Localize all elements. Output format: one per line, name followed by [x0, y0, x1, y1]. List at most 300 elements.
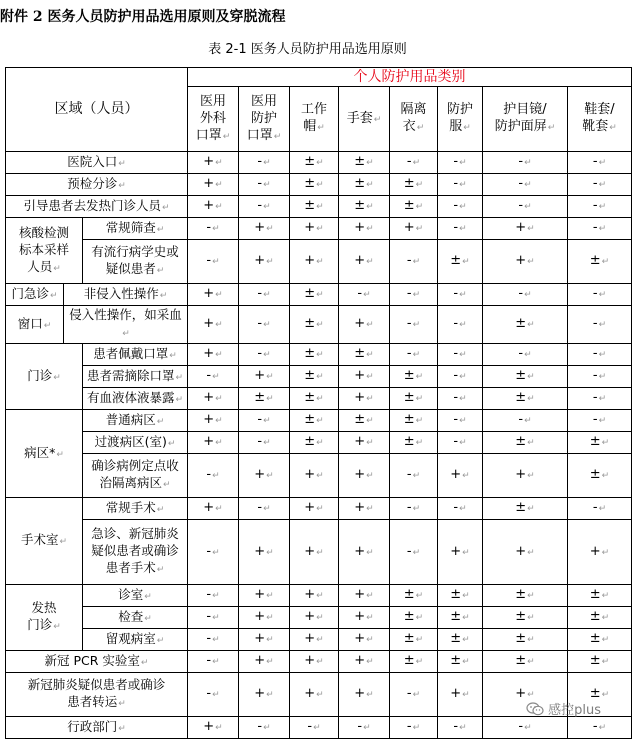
paragraph-mark-icon: ↵ [601, 471, 610, 481]
paragraph-mark-icon: ↵ [156, 635, 165, 646]
paragraph-mark-icon: ↵ [412, 290, 421, 300]
group-label: 发热 门诊↵ [6, 585, 83, 651]
ppe-value-cell: ±↵ [483, 585, 568, 607]
paragraph-mark-icon: ↵ [316, 690, 324, 700]
ppe-value-cell: -↵ [390, 717, 438, 739]
ppe-value-cell: ±↵ [339, 344, 390, 366]
paragraph-mark-icon: ↵ [527, 257, 535, 267]
ppe-value-cell: -↵ [438, 306, 483, 344]
ppe-value-cell: ±↵ [483, 607, 568, 629]
ppe-value-cell: ±↵ [339, 196, 390, 218]
paragraph-mark-icon: ↵ [53, 622, 61, 632]
paragraph-mark-icon: ↵ [316, 394, 324, 404]
paragraph-mark-icon: ↵ [415, 202, 424, 212]
ppe-value-cell: -↵ [483, 196, 568, 218]
ppe-value-cell: -↵ [188, 629, 239, 651]
ppe-value-cell: +↵ [188, 152, 239, 174]
table-row [6, 717, 632, 739]
paragraph-mark-icon: ↵ [412, 320, 421, 330]
paragraph-mark-icon: ↵ [156, 266, 165, 276]
paragraph-mark-icon: ↵ [215, 438, 223, 448]
ppe-value-cell: +↵ [290, 218, 339, 240]
ppe-value-cell: +↵ [339, 607, 390, 629]
paragraph-mark-icon: ↵ [263, 320, 271, 330]
paragraph-mark-icon: ↵ [212, 657, 220, 667]
ppe-value-cell: -↵ [483, 152, 568, 174]
ppe-value-cell: ±↵ [483, 306, 568, 344]
table-row [6, 174, 632, 196]
ppe-value-cell: ±↵ [290, 410, 339, 432]
paragraph-mark-icon: ↵ [366, 372, 374, 382]
ppe-value-cell: -↵ [239, 432, 290, 454]
paragraph-mark-icon: ↵ [412, 690, 421, 700]
paragraph-mark-icon: ↵ [462, 613, 470, 623]
table-row [6, 366, 632, 388]
paragraph-mark-icon: ↵ [215, 290, 223, 300]
paragraph-mark-icon: ↵ [527, 547, 535, 558]
row-label: 侵入性操作，如采血↵ [64, 306, 188, 344]
table-row [6, 432, 632, 454]
ppe-value-cell: ±↵ [483, 651, 568, 673]
paragraph-mark-icon: ↵ [118, 723, 126, 734]
paragraph-mark-icon: ↵ [317, 123, 325, 133]
row-label: 新冠肺炎疑似患者或确诊 患者转运↵ [6, 673, 188, 717]
paragraph-mark-icon: ↵ [366, 471, 374, 481]
ppe-value-cell: +↵ [339, 366, 390, 388]
ppe-value-cell: +↵ [239, 454, 290, 498]
ppe-value-cell: -↵ [239, 410, 290, 432]
row-label: 确诊病例定点收 治隔离病区↵ [83, 454, 188, 498]
ppe-value-cell: -↵ [188, 651, 239, 673]
paragraph-mark-icon: ↵ [215, 504, 223, 514]
table-row [6, 410, 632, 432]
paragraph-mark-icon: ↵ [527, 394, 535, 404]
ppe-value-cell: ±↵ [568, 673, 632, 717]
ppe-value-cell: +↵ [188, 388, 239, 410]
paragraph-mark-icon: ↵ [366, 416, 374, 426]
ppe-value-cell: +↵ [483, 454, 568, 498]
paragraph-mark-icon: ↵ [266, 591, 274, 601]
ppe-value-cell: -↵ [568, 366, 632, 388]
group-label: 病区*↵ [6, 410, 83, 498]
ppe-value-cell: ±↵ [568, 651, 632, 673]
paragraph-mark-icon: ↵ [316, 504, 324, 514]
group-label: 核酸检测 标本采样 人员↵ [6, 218, 83, 284]
ppe-value-cell: -↵ [438, 717, 483, 739]
paragraph-mark-icon: ↵ [366, 394, 374, 404]
paragraph-mark-icon: ↵ [527, 591, 535, 601]
ppe-value-cell: +↵ [290, 651, 339, 673]
row-label: 新冠 PCR 实验室↵ [6, 651, 188, 673]
ppe-value-cell: ±↵ [290, 366, 339, 388]
paragraph-mark-icon: ↵ [601, 547, 610, 558]
ppe-value-cell: ±↵ [290, 388, 339, 410]
paragraph-mark-icon: ↵ [366, 224, 374, 234]
paragraph-mark-icon: ↵ [459, 372, 467, 382]
paragraph-mark-icon: ↵ [215, 320, 223, 330]
paragraph-mark-icon: ↵ [215, 350, 223, 360]
ppe-value-cell: -↵ [390, 284, 438, 306]
ppe-value-cell: -↵ [438, 152, 483, 174]
paragraph-mark-icon: ↵ [167, 438, 176, 449]
ppe-value-cell: -↵ [568, 344, 632, 366]
paragraph-mark-icon: ↵ [412, 504, 421, 514]
row-label: 非侵入性操作↵ [64, 284, 188, 306]
paragraph-mark-icon: ↵ [156, 504, 165, 515]
column-header: 防护 服↵ [438, 87, 483, 152]
ppe-value-cell: -↵ [390, 306, 438, 344]
row-label: 患者佩戴口罩↵ [83, 344, 188, 366]
ppe-value-cell: ±↵ [438, 585, 483, 607]
paragraph-mark-icon: ↵ [462, 635, 470, 645]
paragraph-mark-icon: ↵ [415, 224, 424, 234]
group-label: 门诊↵ [6, 344, 83, 410]
wechat-icon [526, 702, 544, 716]
paragraph-mark-icon: ↵ [598, 320, 607, 330]
paragraph-mark-icon: ↵ [263, 416, 271, 426]
paragraph-mark-icon: ↵ [462, 657, 470, 667]
ppe-value-cell: +↵ [290, 240, 339, 284]
paragraph-mark-icon: ↵ [363, 723, 371, 733]
ppe-value-cell: +↵ [188, 196, 239, 218]
paragraph-mark-icon: ↵ [412, 547, 421, 558]
paragraph-mark-icon: ↵ [598, 394, 607, 404]
paragraph-mark-icon: ↵ [527, 224, 535, 234]
category-header: 个人防护用品类别 [188, 68, 632, 87]
paragraph-mark-icon: ↵ [366, 158, 374, 168]
ppe-value-cell: -↵ [568, 196, 632, 218]
ppe-value-cell: -↵ [483, 717, 568, 739]
paragraph-mark-icon: ↵ [169, 350, 177, 361]
ppe-value-cell: -↵ [188, 366, 239, 388]
ppe-value-cell: ±↵ [390, 196, 438, 218]
ppe-value-cell: -↵ [568, 388, 632, 410]
ppe-value-cell: +↵ [438, 673, 483, 717]
paragraph-mark-icon: ↵ [316, 613, 324, 623]
ppe-value-cell: +↵ [339, 629, 390, 651]
paragraph-mark-icon: ↵ [527, 438, 535, 448]
column-header: 手套↵ [339, 87, 390, 152]
ppe-value-cell: ±↵ [339, 410, 390, 432]
row-label: 常规手术↵ [83, 498, 188, 520]
paragraph-mark-icon: ↵ [215, 394, 223, 404]
paragraph-mark-icon: ↵ [263, 290, 271, 300]
paragraph-mark-icon: ↵ [316, 635, 324, 645]
paragraph-mark-icon: ↵ [412, 723, 421, 733]
ppe-value-cell: +↵ [390, 218, 438, 240]
paragraph-mark-icon: ↵ [601, 635, 610, 645]
paragraph-mark-icon: ↵ [266, 394, 274, 404]
paragraph-mark-icon: ↵ [162, 480, 171, 490]
row-label: 有流行病学史或 疑似患者↵ [83, 240, 188, 284]
paragraph-mark-icon: ↵ [263, 723, 271, 733]
paragraph-mark-icon: ↵ [601, 657, 610, 667]
paragraph-mark-icon: ↵ [212, 471, 220, 481]
ppe-value-cell: ±↵ [390, 432, 438, 454]
paragraph-mark-icon: ↵ [373, 114, 382, 125]
ppe-value-cell: -↵ [390, 454, 438, 498]
ppe-value-cell: -↵ [239, 306, 290, 344]
paragraph-mark-icon: ↵ [175, 394, 184, 405]
paragraph-mark-icon: ↵ [156, 565, 165, 575]
column-header: 医用 外科 口罩↵ [188, 87, 239, 152]
ppe-value-cell: ±↵ [339, 152, 390, 174]
paragraph-mark-icon: ↵ [263, 158, 271, 168]
paragraph-mark-icon: ↵ [524, 290, 532, 300]
paragraph-mark-icon: ↵ [316, 438, 324, 448]
paragraph-mark-icon: ↵ [463, 123, 471, 133]
paragraph-mark-icon: ↵ [363, 290, 371, 300]
ppe-value-cell: -↵ [568, 218, 632, 240]
ppe-value-cell: +↵ [239, 240, 290, 284]
ppe-value-cell: -↵ [339, 717, 390, 739]
paragraph-mark-icon: ↵ [212, 224, 220, 234]
ppe-value-cell: ±↵ [390, 585, 438, 607]
ppe-value-cell: +↵ [188, 344, 239, 366]
ppe-value-cell: +↵ [188, 174, 239, 196]
group-label-part: 窗口↵ [6, 306, 64, 344]
paragraph-mark-icon: ↵ [144, 591, 152, 602]
row-label: 普通病区↵ [83, 410, 188, 432]
table-row [6, 284, 632, 306]
paragraph-mark-icon: ↵ [459, 504, 467, 514]
paragraph-mark-icon: ↵ [462, 547, 470, 558]
row-label: 过渡病区(室)↵ [83, 432, 188, 454]
ppe-value-cell: ±↵ [290, 284, 339, 306]
ppe-value-cell: -↵ [239, 152, 290, 174]
paragraph-mark-icon: ↵ [598, 416, 607, 426]
paragraph-mark-icon: ↵ [415, 613, 424, 623]
paragraph-mark-icon: ↵ [263, 180, 271, 190]
paragraph-mark-icon: ↵ [601, 690, 610, 700]
ppe-value-cell: +↵ [339, 651, 390, 673]
paragraph-mark-icon: ↵ [598, 158, 607, 168]
paragraph-mark-icon: ↵ [459, 224, 467, 234]
paragraph-mark-icon: ↵ [175, 372, 184, 383]
ppe-value-cell: +↵ [483, 240, 568, 284]
paragraph-mark-icon: ↵ [159, 290, 168, 301]
ppe-value-cell: -↵ [188, 607, 239, 629]
ppe-value-cell: -↵ [568, 306, 632, 344]
paragraph-mark-icon: ↵ [547, 123, 556, 133]
ppe-value-cell: -↵ [188, 520, 239, 585]
paragraph-mark-icon: ↵ [122, 329, 130, 339]
paragraph-mark-icon: ↵ [212, 635, 220, 645]
ppe-value-cell: ±↵ [483, 366, 568, 388]
ppe-value-cell: ±↵ [438, 651, 483, 673]
ppe-value-cell: +↵ [290, 585, 339, 607]
watermark [526, 699, 601, 718]
row-label: 急诊、新冠肺炎 疑似患者或确诊 患者手术↵ [83, 520, 188, 585]
column-header: 鞋套/ 靴套↵ [568, 87, 632, 152]
paragraph-mark-icon: ↵ [412, 257, 421, 267]
paragraph-mark-icon: ↵ [598, 224, 607, 234]
row-label: 引导患者去发热门诊人员↵ [6, 196, 188, 218]
ppe-value-cell: -↵ [188, 585, 239, 607]
ppe-value-cell: -↵ [438, 196, 483, 218]
ppe-value-cell: +↵ [290, 673, 339, 717]
paragraph-mark-icon: ↵ [53, 263, 61, 274]
table-row [6, 218, 632, 240]
region-header: 区域（人员） [6, 68, 188, 152]
paragraph-mark-icon: ↵ [366, 257, 374, 267]
ppe-value-cell: -↵ [568, 498, 632, 520]
ppe-value-cell: -↵ [188, 454, 239, 498]
paragraph-mark-icon: ↵ [527, 504, 535, 514]
paragraph-mark-icon: ↵ [459, 202, 467, 212]
table-row [6, 454, 632, 498]
row-label: 预检分诊↵ [6, 174, 188, 196]
paragraph-mark-icon: ↵ [212, 613, 220, 623]
ppe-value-cell: -↵ [188, 673, 239, 717]
paragraph-mark-icon: ↵ [459, 394, 467, 404]
ppe-value-cell: -↵ [390, 240, 438, 284]
paragraph-mark-icon: ↵ [212, 372, 220, 382]
ppe-value-cell: ±↵ [390, 651, 438, 673]
ppe-value-cell: ±↵ [483, 432, 568, 454]
paragraph-mark-icon: ↵ [366, 180, 374, 190]
paragraph-mark-icon: ↵ [212, 547, 220, 558]
paragraph-mark-icon: ↵ [527, 372, 535, 382]
paragraph-mark-icon: ↵ [215, 180, 223, 190]
paragraph-mark-icon: ↵ [524, 202, 532, 212]
ppe-value-cell: ±↵ [568, 607, 632, 629]
ppe-value-cell: -↵ [239, 344, 290, 366]
ppe-value-cell: -↵ [483, 344, 568, 366]
paragraph-mark-icon: ↵ [366, 613, 374, 623]
ppe-value-cell: ±↵ [390, 607, 438, 629]
paragraph-mark-icon: ↵ [266, 224, 274, 234]
ppe-value-cell: +↵ [339, 454, 390, 498]
paragraph-mark-icon: ↵ [527, 613, 535, 623]
paragraph-mark-icon: ↵ [263, 350, 271, 360]
ppe-value-cell: -↵ [568, 717, 632, 739]
ppe-value-cell: +↵ [290, 607, 339, 629]
paragraph-mark-icon: ↵ [459, 416, 467, 426]
paragraph-mark-icon: ↵ [161, 202, 170, 213]
paragraph-mark-icon: ↵ [316, 350, 324, 360]
ppe-value-cell: -↵ [390, 498, 438, 520]
paragraph-mark-icon: ↵ [266, 547, 274, 558]
paragraph-mark-icon: ↵ [366, 547, 374, 558]
ppe-value-cell: ±↵ [290, 152, 339, 174]
paragraph-mark-icon: ↵ [609, 123, 617, 133]
paragraph-mark-icon: ↵ [366, 635, 374, 645]
paragraph-mark-icon: ↵ [212, 690, 220, 700]
paragraph-mark-icon: ↵ [215, 158, 223, 168]
ppe-value-cell: -↵ [438, 366, 483, 388]
paragraph-mark-icon: ↵ [412, 158, 421, 168]
paragraph-mark-icon: ↵ [524, 350, 532, 360]
ppe-value-cell: -↵ [438, 174, 483, 196]
ppe-value-cell: ±↵ [390, 410, 438, 432]
document-title: 附件 2 医务人员防护用品选用原则及穿脱流程 [0, 9, 286, 25]
paragraph-mark-icon: ↵ [316, 471, 324, 481]
paragraph-mark-icon: ↵ [527, 690, 535, 700]
row-label: 留观病室↵ [83, 629, 188, 651]
ppe-value-cell: ±↵ [438, 607, 483, 629]
paragraph-mark-icon: ↵ [459, 320, 467, 330]
ppe-value-cell: -↵ [483, 410, 568, 432]
ppe-value-cell: +↵ [483, 673, 568, 717]
paragraph-mark-icon: ↵ [412, 350, 421, 360]
column-header: 工作 帽↵ [290, 87, 339, 152]
ppe-value-cell: +↵ [188, 498, 239, 520]
paragraph-mark-icon: ↵ [144, 613, 152, 624]
table-row [6, 629, 632, 651]
ppe-value-cell: ±↵ [568, 432, 632, 454]
paragraph-mark-icon: ↵ [316, 180, 324, 190]
row-label: 有血液体液暴露↵ [83, 388, 188, 410]
paragraph-mark-icon: ↵ [462, 591, 470, 601]
ppe-value-cell: -↵ [188, 218, 239, 240]
ppe-value-cell: +↵ [188, 717, 239, 739]
paragraph-mark-icon: ↵ [415, 394, 424, 404]
paragraph-mark-icon: ↵ [215, 202, 223, 212]
paragraph-mark-icon: ↵ [598, 504, 607, 514]
paragraph-mark-icon: ↵ [316, 202, 324, 212]
paragraph-mark-icon: ↵ [313, 723, 321, 733]
table-row [6, 240, 632, 284]
table-row [6, 520, 632, 585]
ppe-value-cell: ±↵ [290, 174, 339, 196]
paragraph-mark-icon: ↵ [49, 290, 58, 301]
ppe-value-cell: +↵ [290, 520, 339, 585]
paragraph-mark-icon: ↵ [524, 416, 532, 426]
table-row [6, 607, 632, 629]
paragraph-mark-icon: ↵ [601, 613, 610, 623]
paragraph-mark-icon: ↵ [212, 591, 220, 601]
ppe-value-cell: ±↵ [390, 629, 438, 651]
ppe-value-cell: ±↵ [390, 174, 438, 196]
paragraph-mark-icon: ↵ [462, 690, 470, 700]
ppe-value-cell: +↵ [239, 366, 290, 388]
paragraph-mark-icon: ↵ [316, 657, 324, 667]
paragraph-mark-icon: ↵ [524, 180, 532, 190]
paragraph-mark-icon: ↵ [263, 202, 271, 212]
ppe-value-cell: +↵ [239, 585, 290, 607]
paragraph-mark-icon: ↵ [266, 372, 274, 382]
ppe-value-cell: -↵ [483, 284, 568, 306]
table-caption: 表 2-1 医务人员防护用品选用原则 [208, 42, 407, 57]
ppe-value-cell: ±↵ [438, 240, 483, 284]
ppe-value-cell: ±↵ [483, 629, 568, 651]
ppe-value-cell: ±↵ [390, 388, 438, 410]
ppe-value-cell: -↵ [339, 284, 390, 306]
paragraph-mark-icon: ↵ [598, 372, 607, 382]
ppe-value-cell: +↵ [339, 218, 390, 240]
row-label: 患者需摘除口罩↵ [83, 366, 188, 388]
row-label: 诊室↵ [83, 585, 188, 607]
ppe-value-cell: -↵ [568, 284, 632, 306]
paragraph-mark-icon: ↵ [366, 438, 374, 448]
ppe-value-cell: ±↵ [568, 240, 632, 284]
paragraph-mark-icon: ↵ [366, 657, 374, 667]
paragraph-mark-icon: ↵ [598, 723, 607, 733]
ppe-value-cell: +↵ [239, 651, 290, 673]
paragraph-mark-icon: ↵ [366, 504, 374, 514]
ppe-value-cell: +↵ [339, 585, 390, 607]
ppe-value-cell: +↵ [290, 454, 339, 498]
paragraph-mark-icon: ↵ [316, 290, 324, 300]
ppe-value-cell: +↵ [188, 284, 239, 306]
paragraph-mark-icon: ↵ [215, 416, 223, 426]
ppe-value-cell: -↵ [239, 717, 290, 739]
ppe-value-cell: -↵ [438, 284, 483, 306]
paragraph-mark-icon: ↵ [366, 591, 374, 601]
paragraph-mark-icon: ↵ [524, 158, 532, 168]
paragraph-mark-icon: ↵ [412, 471, 421, 481]
